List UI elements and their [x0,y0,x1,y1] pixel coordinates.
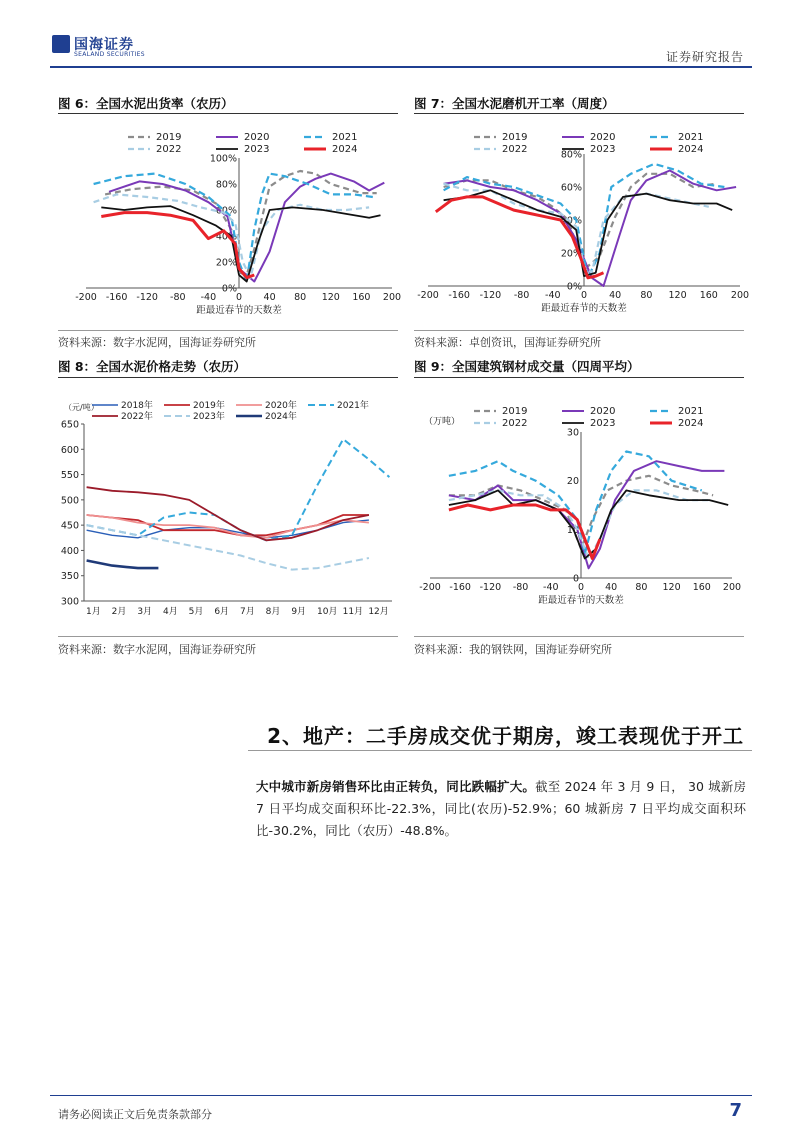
y-tick-label: 550 [60,470,79,482]
legend-label: 2024年 [265,412,297,422]
x-tick-label: 40 [609,290,622,301]
legend-label: 2023 [590,144,616,155]
legend-label: 2022 [502,418,528,429]
x-tick-label: -160 [449,582,471,593]
y-tick-label: 10 [566,524,579,536]
logo-subtext: SEALAND SECURITIES [74,51,145,58]
series-line-2021年 [87,439,390,540]
cement-price-chart [58,382,398,634]
x-tick-label: 9月 [291,607,307,617]
legend-label: 2019 [156,132,182,143]
figure-7-rule [414,113,744,114]
legend-label: 2022年 [121,412,153,422]
x-tick-label: 80 [640,290,653,301]
x-tick-label: 6月 [214,607,230,617]
paragraph-body: 截至 2024 年 3 月 9 日， 30 城新房 7 日平均成交面积环比-22.3%，同比(农历)-52.9%；60 城新房 7 日平均成交面积环比-30.2%，同比（农历）-48.8%。 [256,779,746,838]
figure-8-bottom-rule [58,636,398,637]
figure-6-bottom-rule [58,330,398,331]
x-tick-label: 120 [662,582,681,593]
x-tick-label: 0 [577,582,585,593]
y-tick-label: 80% [215,179,237,191]
y-tick-label: 500 [60,495,79,507]
figure-7-bottom-rule [414,330,744,331]
y-axis-label: （万吨） [424,417,461,427]
figure-9-bottom-rule [414,636,744,637]
x-tick-label: 40 [263,292,276,303]
x-tick-label: 8月 [265,607,281,617]
x-tick-label: 160 [699,290,718,301]
footer-divider [50,1095,752,1096]
x-tick-label: 80 [294,292,307,303]
figure-8-title: 图 8：全国水泥价格走势（农历） [58,359,247,374]
x-tick-label: -120 [479,290,502,301]
x-tick-label: -40 [545,290,561,301]
x-tick-label: 4月 [163,607,178,617]
x-tick-label: 120 [321,292,340,303]
section-divider [248,750,752,751]
series-line-2024年 [87,561,159,569]
legend-label: 2019 [502,132,528,143]
figure-6-rule [58,113,398,114]
y-tick-label: 60% [215,205,237,217]
y-tick-label: 0% [566,281,582,293]
legend-label: 2020年 [265,401,297,411]
y-tick-label: 40% [560,215,582,227]
figure-8-source: 资料来源：数字水泥网，国海证券研究所 [58,643,256,656]
legend-label: 2021 [678,406,704,417]
y-tick-label: 300 [60,596,79,608]
x-tick-label: -80 [170,292,186,303]
x-tick-label: 10月 [317,607,338,617]
figure-6-title: 图 6：全国水泥出货率（农历） [58,96,234,111]
x-axis-label: 距最近春节的天数差 [541,303,627,314]
y-tick-label: 0 [572,573,579,585]
figure-9-title: 图 9：全国建筑钢材成交量（四周平均） [414,359,640,374]
x-tick-label: -80 [512,582,529,593]
x-tick-label: 11月 [342,607,364,617]
legend-label: 2019 [502,406,528,417]
legend-label: 2024 [332,144,358,155]
y-tick-label: 650 [60,419,79,431]
x-tick-label: 200 [730,290,750,301]
legend-label: 2023 [590,418,616,429]
x-tick-label: -80 [513,290,530,301]
x-tick-label: 200 [722,582,742,593]
x-axis-label: 距最近春节的天数差 [538,595,624,606]
x-axis-label: 距最近春节的天数差 [196,305,282,316]
figure-9-rule [414,377,744,378]
x-tick-label: 160 [692,582,711,593]
logo-text: 国海证券 [74,37,134,53]
x-tick-label: -40 [543,582,559,593]
figure-7-title: 图 7：全国水泥磨机开工率（周度） [414,96,615,111]
x-tick-label: 7月 [240,607,255,617]
legend-label: 2021 [678,132,704,143]
x-tick-label: 2月 [111,607,127,617]
series-line-2020 [444,171,736,287]
section-paragraph [256,776,746,842]
y-tick-label: 100% [209,153,237,165]
y-tick-label: 20% [215,257,237,269]
legend-label: 2022 [502,144,528,155]
x-tick-label: -40 [200,292,217,303]
section-title: 2、地产：二手房成交优于期房，竣工表现优于开工 [267,724,744,748]
figure-7-source: 资料来源：卓创资讯，国海证券研究所 [414,336,601,349]
steel-volume-chart [414,382,754,634]
legend-label: 2021年 [337,401,369,411]
series-line-2021 [449,452,702,554]
legend-label: 2019年 [193,401,225,411]
x-tick-label: 160 [352,292,371,303]
x-tick-label: -200 [417,290,439,301]
report-type: 证券研究报告 [665,50,744,64]
x-tick-label: 1月 [86,607,101,617]
cement-shipment-chart [58,118,402,328]
legend-label: 2023年 [193,412,225,422]
x-tick-label: -200 [419,582,441,593]
figure-9-source: 资料来源：我的钢铁网，国海证券研究所 [414,643,612,656]
y-tick-label: 80% [560,149,582,161]
legend-label: 2018年 [121,401,153,411]
x-tick-label: -120 [136,292,158,303]
legend-label: 2024 [678,418,704,429]
logo-icon [52,35,70,53]
y-tick-label: 0% [221,283,237,295]
x-tick-label: -200 [75,292,97,303]
legend-label: 2020 [590,132,616,143]
y-tick-label: 20 [566,476,579,488]
y-tick-label: 450 [60,520,79,532]
series-line-2020 [109,174,384,282]
figure-6-source: 资料来源：数字水泥网，国海证券研究所 [58,336,256,349]
y-tick-label: 400 [60,545,79,557]
footer-disclaimer: 请务必阅读正文后免责条款部分 [58,1108,212,1121]
paragraph-lead: 大中城市新房销售环比由正转负，同比跌幅扩大。 [256,779,536,794]
x-tick-label: 120 [668,290,687,301]
x-tick-label: 0 [580,290,588,301]
legend-label: 2021 [332,132,358,143]
legend-label: 2023 [244,144,270,155]
x-tick-label: 12月 [368,607,389,617]
x-tick-label: -120 [479,582,502,593]
legend-label: 2020 [244,132,270,143]
y-tick-label: 600 [60,444,79,456]
y-tick-label: 20% [560,248,582,260]
x-tick-label: 0 [235,292,243,303]
x-tick-label: -160 [448,290,470,301]
legend-label: 2022 [156,144,182,155]
x-tick-label: 5月 [188,607,204,617]
series-line-2023 [444,190,733,276]
x-tick-label: 3月 [137,607,153,617]
x-tick-label: -160 [105,292,128,303]
series-line-2019 [105,171,377,275]
y-axis-label: （元/吨） [64,403,99,412]
figure-8-rule [58,377,398,378]
y-tick-label: 350 [60,571,79,583]
legend-label: 2020 [590,406,616,417]
legend-label: 2024 [678,144,704,155]
x-tick-label: 40 [605,582,618,593]
header-divider [50,66,752,68]
x-tick-label: 200 [382,292,402,303]
y-tick-label: 60% [560,182,582,194]
x-tick-label: 80 [635,582,648,593]
y-tick-label: 30 [566,427,579,439]
cement-mill-utilization-chart [414,118,754,328]
y-tick-label: 40% [215,231,237,243]
page-number: 7 [729,1100,742,1121]
